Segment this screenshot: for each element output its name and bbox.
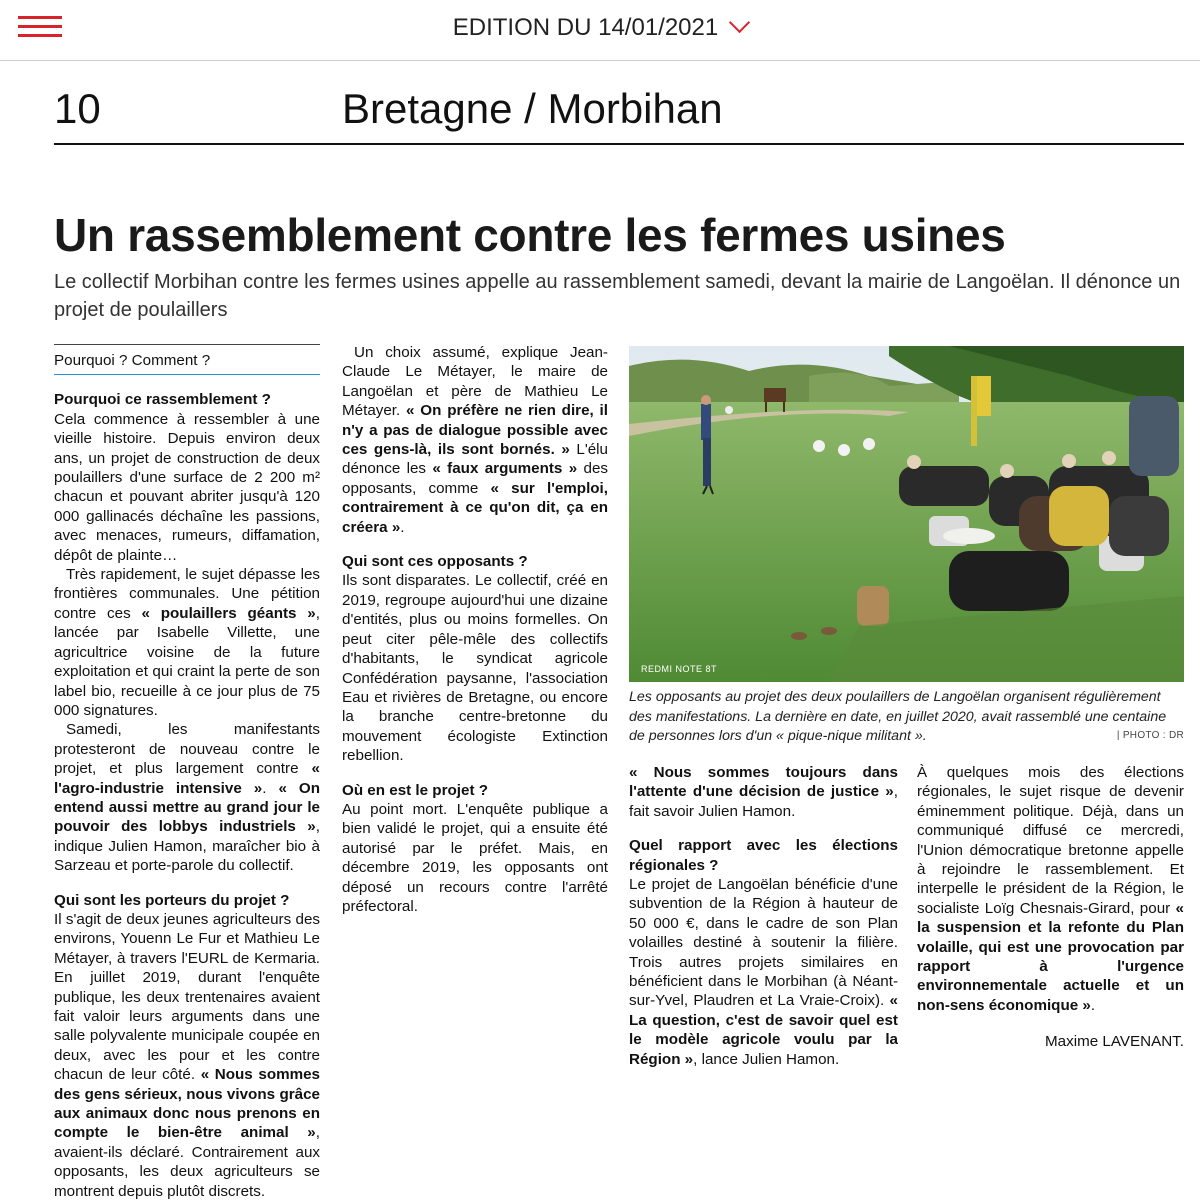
article-chapo: Le collectif Morbihan contre les fermes usines appelle au rassemblement samedi, devant la mairie de Langoëlan. Il dénonce un projet de poulaillers <box>54 271 1181 321</box>
page-header <box>54 83 1184 145</box>
paragraph: Le projet de Langoëlan bénéficie d'une subvention de la Région à hauteur de 50 000 €, dans le cadre de son Plan volailles destiné à soutenir la filière. Trois autres projets similaires en bénéficient dans le Morbihan (à Néant-sur-Yvel, Plaudren et La Vraie-Croix). « La question, c'est de savoir quel est le modèle agricole voulu par la Région », lance Julien Hamon. <box>629 876 898 1068</box>
paragraph: Ils sont disparates. Le collectif, créé en 2019, regroupe aujourd'hui une dizaine d'entités, plus ou moins formelles. On peut citer pêle-mêle des collectifs d'habitants, le syndicat agricole Confédération paysanne, l'association Eau et rivières de Bretagne, ou encore la branche centre-bretonne du mouvement écologiste Extinction rebellion. <box>342 572 608 765</box>
photo-caption: Les opposants au projet des deux poulaillers de Langoëlan organisent régulièrement des manifestations. La dernière en date, en juillet 2020, avait rassemblé une centaine de personnes lors d'un « pique-nique militant ». <box>629 689 1167 744</box>
question-heading: Qui sont les porteurs du projet ? <box>54 891 290 909</box>
paragraph: Un choix assumé, explique Jean-Claude Le Métayer, le maire de Langoëlan et père de Mathieu Le Métayer. « On préfère ne rien dire, il n'y a pas de dialogue possible avec ces gens-là, ils sont bornés. » L'élu dénonce les « faux arguments » des opposants, comme « sur l'emploi, contrairement à ce qu'on dit, ça en créera ». <box>342 344 608 536</box>
question-heading: Pourquoi ce rassemblement ? <box>54 391 271 409</box>
article-column-3 <box>629 763 898 1069</box>
paragraph: « Nous sommes toujours dans l'attente d'une décision de justice », fait savoir Julien Hamon. <box>629 764 898 820</box>
picnic-photo-image <box>629 346 1184 682</box>
paragraph: Très rapidement, le sujet dépasse les frontières communales. Une pétition contre ces « poulaillers géants », lancée par Isabelle Villette, une agricultrice voisine de la future exploitation et qui craint la perte de son label bio, recueille à ce jour plus de 75 000 signatures. <box>54 566 320 719</box>
question-heading: Quel rapport avec les élections régionales ? <box>629 837 898 874</box>
photo-watermark: REDMI NOTE 8T <box>641 664 718 674</box>
author-signature: Maxime LAVENANT. <box>1045 1033 1184 1050</box>
article-headline: Un rassemblement contre les fermes usines <box>54 209 1006 261</box>
paragraph: Cela commence à ressembler à une vieille histoire. Depuis environ deux ans, un projet de construction de deux poulaillers d'une surface de 2 200 m² chacun et pouvant abriter jusqu'à 120 000 gallinacés déchaîne les passions, avec menaces, rumeurs, diffamation, dépôt de plainte… <box>54 410 320 564</box>
top-bar <box>0 0 1200 61</box>
edition-label: EDITION DU 14/01/2021 <box>452 14 719 41</box>
section-title: Bretagne / Morbihan <box>342 85 723 132</box>
paragraph: Samedi, les manifestants protesteront de nouveau contre le projet, et plus largement contre « l'agro-industrie intensive ». « On entend aussi mettre au grand jour le pouvoir des lobbys industriels », indique Julien Hamon, maraîcher bio à Sarzeau et porte-parole du collectif. <box>54 721 320 875</box>
edition-selector[interactable] <box>0 14 1200 42</box>
question-heading: Qui sont ces opposants ? <box>342 553 528 571</box>
paragraph: Il s'agit de deux jeunes agriculteurs des environs, Youenn Le Fur et Mathieu Le Métayer, à travers l'EURL de Kermaria. En juillet 2019, durant l'enquête publique, les deux trentenaires avaient fait valoir leurs arguments dans une salle polyvalente municipale coupée en deux, avec les pour et les contre chacun de leur côté. « Nous sommes des gens sérieux, nous vivons grâce aux animaux donc nous prenons en compte le bien-être animal », avaient-ils déclaré. Contrairement aux opposants, les deux agriculteurs se montrent depuis plutôt discrets. <box>54 910 321 1200</box>
article-column-2 <box>342 343 608 916</box>
page-number: 10 <box>54 85 101 132</box>
paragraph: Au point mort. L'enquête publique a bien validé le projet, qui a ensuite été autorisé par le préfet. Mais, en décembre 2019, les opposants ont déposé un recours contre l'arrêté préfectoral. <box>342 800 608 915</box>
chevron-down-icon[interactable] <box>729 12 750 33</box>
article-column-1 <box>54 344 320 1201</box>
photo-credit: | PHOTO : DR <box>1116 730 1184 741</box>
box-label: Pourquoi ? Comment ? <box>54 344 320 375</box>
question-heading: Où en est le projet ? <box>342 781 488 799</box>
paragraph: À quelques mois des élections régionales, le sujet risque de devenir éminemment politique. Déjà, dans un communiqué diffusé ce mercredi, l'Union démocratique bretonne appelle à rejoindre le rassemblement. Et interpelle le président de la Région, le socialiste Loïg Chesnais-Girard, pour « la suspension et la refonte du Plan volaille, qui est une provocation par rapport à l'urgence environnementale actuelle et un non-sens économique ». <box>917 764 1184 1014</box>
article-column-4 <box>917 763 1184 1015</box>
article-photo <box>629 346 1184 682</box>
